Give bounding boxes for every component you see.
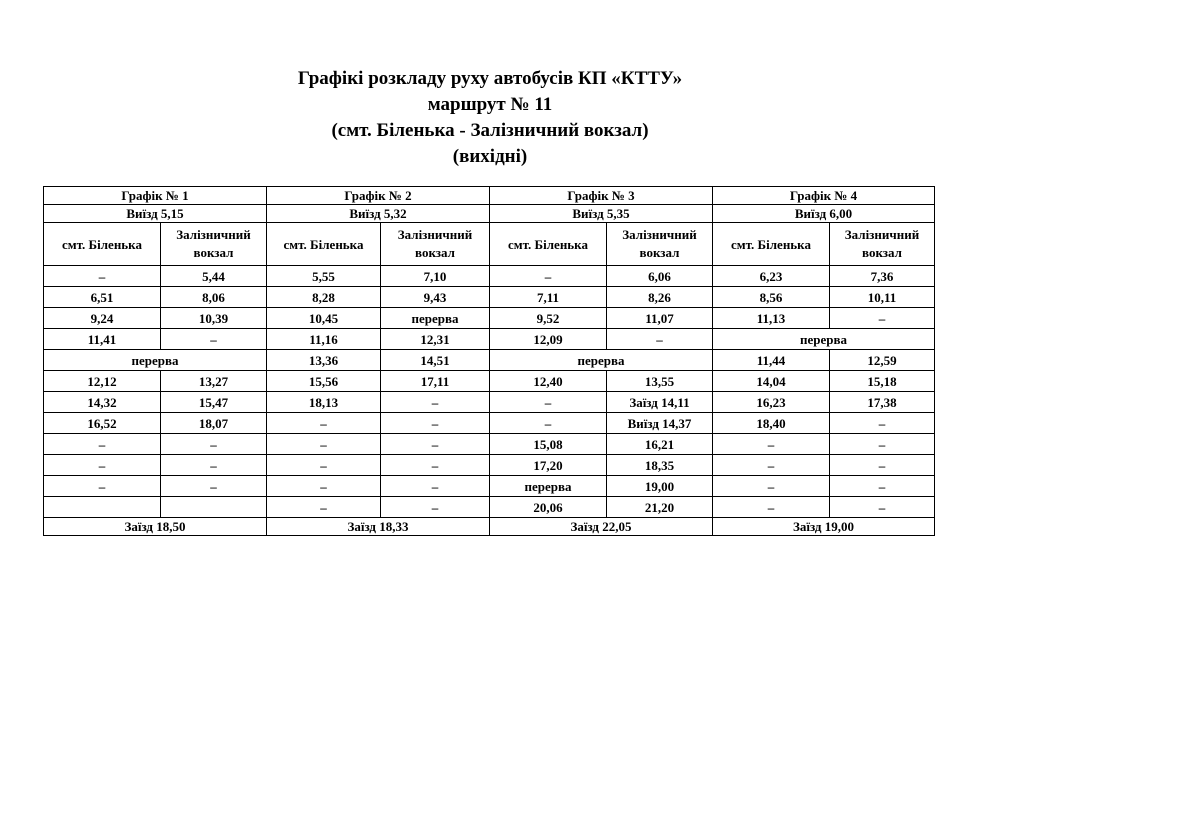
time-cell: – xyxy=(490,392,607,413)
time-cell: 8,26 xyxy=(607,287,713,308)
time-cell: 12,31 xyxy=(381,329,490,350)
graph-2-return: Заїзд 18,33 xyxy=(267,518,490,536)
graph-1-return: Заїзд 18,50 xyxy=(44,518,267,536)
time-cell: 15,47 xyxy=(161,392,267,413)
table-row xyxy=(44,392,935,413)
time-cell: – xyxy=(713,434,830,455)
table-row xyxy=(44,476,935,497)
break-cell: перерва xyxy=(713,329,935,350)
time-cell: – xyxy=(161,476,267,497)
time-cell: – xyxy=(381,434,490,455)
table-row xyxy=(44,455,935,476)
time-cell: перерва xyxy=(381,308,490,329)
table-row xyxy=(44,266,935,287)
time-cell: Заїзд 14,11 xyxy=(607,392,713,413)
time-cell: – xyxy=(161,455,267,476)
time-cell: 15,08 xyxy=(490,434,607,455)
time-cell: 19,00 xyxy=(607,476,713,497)
time-cell: – xyxy=(267,497,381,518)
time-cell: 9,52 xyxy=(490,308,607,329)
return-row xyxy=(44,518,935,536)
time-cell: 13,27 xyxy=(161,371,267,392)
time-cell: – xyxy=(607,329,713,350)
graph-1-departure: Виїзд 5,15 xyxy=(44,205,267,223)
title-line: Графікі розкладу руху автобусів КП «КТТУ» xyxy=(297,68,683,89)
time-cell: – xyxy=(267,476,381,497)
time-cell: – xyxy=(490,413,607,434)
time-cell: 17,38 xyxy=(830,392,935,413)
time-cell: Виїзд 14,37 xyxy=(607,413,713,434)
time-cell: – xyxy=(830,308,935,329)
time-cell: 7,36 xyxy=(830,266,935,287)
time-cell: 5,55 xyxy=(267,266,381,287)
time-cell: 8,56 xyxy=(713,287,830,308)
time-cell: 9,43 xyxy=(381,287,490,308)
time-cell: – xyxy=(44,476,161,497)
col-header-bilenka: смт. Біленька xyxy=(490,223,607,266)
time-cell: 16,52 xyxy=(44,413,161,434)
time-cell: 11,07 xyxy=(607,308,713,329)
table-row xyxy=(44,287,935,308)
time-cell: – xyxy=(267,413,381,434)
time-cell: 18,35 xyxy=(607,455,713,476)
time-cell: 20,06 xyxy=(490,497,607,518)
graph-1-header: Графік № 1 xyxy=(44,187,267,205)
time-cell: 17,11 xyxy=(381,371,490,392)
schedule-table xyxy=(43,186,935,536)
col-header-station: Залізничний вокзал xyxy=(607,223,713,266)
time-cell: 6,06 xyxy=(607,266,713,287)
time-cell: 15,56 xyxy=(267,371,381,392)
graph-4-header: Графік № 4 xyxy=(713,187,935,205)
time-cell: – xyxy=(713,497,830,518)
column-header-row xyxy=(44,223,935,266)
graph-3-departure: Виїзд 5,35 xyxy=(490,205,713,223)
time-cell: 10,39 xyxy=(161,308,267,329)
time-cell: 13,55 xyxy=(607,371,713,392)
time-cell: 12,59 xyxy=(830,350,935,371)
table-row xyxy=(44,434,935,455)
time-cell: – xyxy=(44,455,161,476)
time-cell: – xyxy=(713,476,830,497)
time-cell: 8,06 xyxy=(161,287,267,308)
time-cell: 11,41 xyxy=(44,329,161,350)
time-cell: 18,13 xyxy=(267,392,381,413)
time-cell: 12,09 xyxy=(490,329,607,350)
table-row xyxy=(44,413,935,434)
time-cell: 18,40 xyxy=(713,413,830,434)
time-cell: – xyxy=(381,413,490,434)
time-cell: 6,51 xyxy=(44,287,161,308)
time-cell: 10,45 xyxy=(267,308,381,329)
time-cell: 6,23 xyxy=(713,266,830,287)
time-cell: – xyxy=(161,329,267,350)
time-cell: 12,12 xyxy=(44,371,161,392)
time-cell: 17,20 xyxy=(490,455,607,476)
col-header-station: Залізничний вокзал xyxy=(830,223,935,266)
time-cell: 7,10 xyxy=(381,266,490,287)
time-cell: 14,04 xyxy=(713,371,830,392)
time-cell: 11,13 xyxy=(713,308,830,329)
time-cell: 18,07 xyxy=(161,413,267,434)
route-stops-line: (смт. Біленька - Залізничний вокзал) xyxy=(331,120,649,141)
time-cell: – xyxy=(381,392,490,413)
time-cell: – xyxy=(267,455,381,476)
time-cell: 9,24 xyxy=(44,308,161,329)
time-cell: – xyxy=(44,434,161,455)
time-cell: 21,20 xyxy=(607,497,713,518)
table-row xyxy=(44,329,935,350)
time-cell: – xyxy=(381,455,490,476)
time-cell: 8,28 xyxy=(267,287,381,308)
time-cell: – xyxy=(161,434,267,455)
time-cell: – xyxy=(490,266,607,287)
time-cell: 10,11 xyxy=(830,287,935,308)
time-cell: 12,40 xyxy=(490,371,607,392)
time-cell: – xyxy=(267,434,381,455)
col-header-station: Залізничний вокзал xyxy=(161,223,267,266)
graph-3-return: Заїзд 22,05 xyxy=(490,518,713,536)
time-cell: 14,32 xyxy=(44,392,161,413)
document-title xyxy=(200,66,780,170)
time-cell: – xyxy=(713,455,830,476)
time-cell xyxy=(44,497,161,518)
graph-2-header: Графік № 2 xyxy=(267,187,490,205)
table-row xyxy=(44,371,935,392)
time-cell: 16,23 xyxy=(713,392,830,413)
time-cell xyxy=(161,497,267,518)
break-cell: перерва xyxy=(44,350,267,371)
time-cell: 11,16 xyxy=(267,329,381,350)
time-cell: – xyxy=(44,266,161,287)
table-row xyxy=(44,497,935,518)
table-row xyxy=(44,350,935,371)
time-cell: – xyxy=(830,476,935,497)
col-header-bilenka: смт. Біленька xyxy=(267,223,381,266)
time-cell: 7,11 xyxy=(490,287,607,308)
time-cell: 15,18 xyxy=(830,371,935,392)
time-cell: перерва xyxy=(490,476,607,497)
time-cell: 14,51 xyxy=(381,350,490,371)
time-cell: 13,36 xyxy=(267,350,381,371)
time-cell: 16,21 xyxy=(607,434,713,455)
time-cell: – xyxy=(830,497,935,518)
graph-4-departure: Виїзд 6,00 xyxy=(713,205,935,223)
departure-row xyxy=(44,205,935,223)
time-cell: – xyxy=(830,413,935,434)
time-cell: 11,44 xyxy=(713,350,830,371)
time-cell: 5,44 xyxy=(161,266,267,287)
col-header-bilenka: смт. Біленька xyxy=(44,223,161,266)
graph-2-departure: Виїзд 5,32 xyxy=(267,205,490,223)
break-cell: перерва xyxy=(490,350,713,371)
time-cell: – xyxy=(381,497,490,518)
col-header-bilenka: смт. Біленька xyxy=(713,223,830,266)
graph-3-header: Графік № 3 xyxy=(490,187,713,205)
time-cell: – xyxy=(381,476,490,497)
graph-4-return: Заїзд 19,00 xyxy=(713,518,935,536)
time-cell: – xyxy=(830,434,935,455)
time-cell: – xyxy=(830,455,935,476)
col-header-station: Залізничний вокзал xyxy=(381,223,490,266)
table-row xyxy=(44,308,935,329)
day-type-line: (вихідні) xyxy=(452,146,528,167)
graph-header-row xyxy=(44,187,935,205)
route-line: маршрут № 11 xyxy=(427,94,553,115)
